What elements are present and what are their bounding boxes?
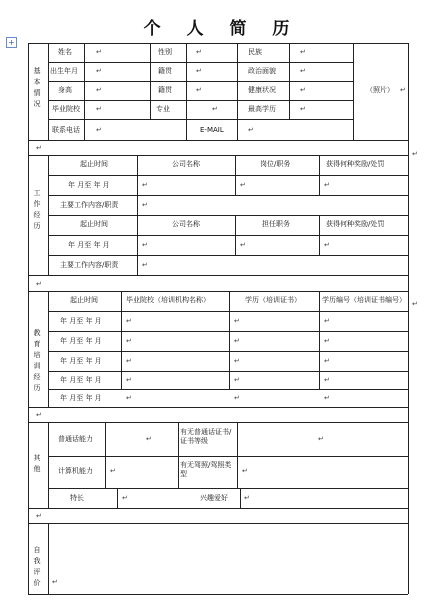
paragraph-mark: ↵: [196, 67, 202, 75]
edu-header-school: 毕业院校（培训机构名称）: [126, 296, 210, 304]
col-line: [319, 291, 320, 389]
paragraph-mark: ↵: [126, 357, 132, 365]
edu-date: 年 月至 年 月: [60, 317, 102, 325]
paragraph-mark: ↵: [324, 337, 330, 345]
work-header-position: 岗位/职务: [260, 160, 291, 168]
work-date: 年 月至 年 月: [68, 241, 110, 249]
paragraph-mark: ↵: [142, 181, 148, 189]
paragraph-mark: ↵: [324, 394, 330, 402]
paragraph-mark: ↵: [52, 578, 58, 586]
table-move-handle-icon[interactable]: +: [6, 37, 17, 48]
row-line: [48, 62, 353, 63]
section-self-label: 自我评价: [33, 546, 41, 587]
col-line: [84, 43, 85, 119]
row-line: [48, 119, 353, 120]
table-border-right: [408, 43, 409, 594]
paragraph-mark: ↵: [126, 394, 132, 402]
col-line: [48, 155, 49, 275]
table-border-bottom: [28, 594, 408, 595]
col-line: [117, 488, 118, 508]
label-major: 专业: [156, 105, 170, 113]
row-line: [48, 351, 408, 352]
label-phone: 联系电话: [52, 126, 80, 134]
row-line: [48, 456, 408, 457]
label-birth: 出生年月: [50, 67, 78, 75]
col-line: [105, 422, 106, 488]
label-origin: 籍贯: [158, 67, 172, 75]
label-mandarin-cert: 有无普通话证书/证书等级: [180, 428, 232, 445]
table-border-left: [28, 43, 29, 594]
section-other-label: 其他: [33, 454, 41, 473]
paragraph-mark: ↵: [96, 126, 102, 134]
paragraph-mark: ↵: [248, 126, 254, 134]
paragraph-mark: ↵: [324, 241, 330, 249]
paragraph-mark: ↵: [96, 67, 102, 75]
paragraph-mark: ↵: [318, 435, 324, 443]
edu-header-number: 学历编号（培训证书编号）: [322, 296, 406, 304]
paragraph-mark: ↵: [300, 48, 306, 56]
row-line: [28, 275, 408, 276]
col-line: [137, 215, 138, 255]
row-line: [28, 155, 408, 156]
edu-header-degree: 学历（培训证书）: [245, 296, 301, 304]
paragraph-mark: ↵: [142, 261, 148, 269]
paragraph-mark: ↵: [142, 241, 148, 249]
work-header-period: 起止时间: [80, 220, 108, 228]
work-header-period: 起止时间: [80, 160, 108, 168]
document-title: 个 人 简 历: [143, 19, 300, 39]
label-degree: 最高学历: [248, 105, 276, 113]
table-border-top: [28, 43, 408, 44]
paragraph-mark: ↵: [126, 376, 132, 384]
row-line: [28, 523, 408, 524]
edu-header-period: 起止时间: [70, 296, 98, 304]
paragraph-mark: ↵: [126, 337, 132, 345]
paragraph-mark: ↵: [234, 376, 240, 384]
paragraph-mark: ↵: [212, 105, 218, 113]
paragraph-mark: ↵: [244, 494, 250, 502]
col-line: [48, 523, 49, 594]
paragraph-mark: ↵: [324, 181, 330, 189]
col-line: [289, 43, 290, 119]
row-line: [48, 100, 353, 101]
paragraph-mark: ↵: [400, 86, 406, 94]
work-duty-label: 主要工作内容/职责: [60, 201, 119, 209]
row-line: [28, 422, 408, 423]
work-header-award: 获得何种奖励/处罚: [326, 160, 385, 168]
col-line: [137, 255, 138, 275]
label-politics: 政治面貌: [248, 67, 276, 75]
row-line: [28, 140, 408, 141]
paragraph-mark: ↵: [96, 105, 102, 113]
paragraph-mark: ↵: [36, 512, 42, 520]
paragraph-mark: ↵: [110, 467, 116, 475]
label-computer: 计算机能力: [58, 467, 93, 475]
col-line: [48, 422, 49, 508]
row-line: [28, 291, 408, 292]
work-header-company: 公司名称: [172, 220, 200, 228]
paragraph-mark: ↵: [96, 48, 102, 56]
paragraph-mark: ↵: [196, 86, 202, 94]
col-line: [237, 422, 238, 488]
paragraph-mark: ↵: [126, 317, 132, 325]
label-license: 有无驾照/驾照类型: [180, 461, 232, 478]
paragraph-mark: ↵: [300, 67, 306, 75]
section-edu-label: 教育培训经历: [33, 329, 41, 392]
label-school: 毕业院校: [52, 105, 80, 113]
col-line: [186, 119, 187, 140]
edu-date: 年 月至 年 月: [60, 337, 102, 345]
paragraph-mark: ↵: [242, 467, 248, 475]
paragraph-mark: ↵: [234, 317, 240, 325]
work-header-company: 公司名称: [172, 160, 200, 168]
row-line: [48, 175, 408, 176]
paragraph-mark: ↵: [234, 394, 240, 402]
paragraph-mark: ↵: [234, 337, 240, 345]
col-line: [178, 422, 179, 488]
label-specialty: 特长: [70, 494, 84, 502]
row-line: [48, 371, 408, 372]
col-line: [235, 155, 236, 195]
row-line: [28, 508, 408, 509]
label-name: 姓名: [58, 48, 72, 56]
col-line: [186, 43, 187, 119]
row-line: [48, 255, 408, 256]
col-line: [48, 43, 49, 140]
row-line: [48, 488, 408, 489]
label-native: 籍贯: [158, 86, 172, 94]
paragraph-mark: ↵: [300, 86, 306, 94]
paragraph-mark: ↵: [36, 280, 42, 288]
paragraph-mark: ↵: [142, 201, 148, 209]
label-health: 健康状况: [248, 86, 276, 94]
paragraph-mark: ↵: [412, 300, 418, 308]
col-line: [240, 488, 241, 508]
label-height: 身高: [58, 86, 72, 94]
row-line: [48, 311, 408, 312]
label-mandarin: 普通话能力: [58, 435, 93, 443]
paragraph-mark: ↵: [196, 48, 202, 56]
col-line: [150, 43, 151, 119]
paragraph-mark: ↵: [324, 317, 330, 325]
row-line: [48, 235, 408, 236]
col-line: [48, 291, 49, 407]
label-ethnicity: 民族: [248, 48, 262, 56]
row-line: [48, 331, 408, 332]
col-line: [137, 195, 138, 215]
paragraph-mark: ↵: [240, 241, 246, 249]
photo-placeholder: （照片）: [366, 86, 394, 94]
work-duty-label: 主要工作内容/职责: [60, 261, 119, 269]
col-line: [319, 215, 320, 255]
paragraph-mark: ↵: [146, 435, 152, 443]
row-line: [48, 389, 408, 390]
row-line: [48, 81, 353, 82]
label-gender: 性别: [158, 48, 172, 56]
label-hobby: 兴趣爱好: [200, 494, 228, 502]
col-line: [353, 43, 354, 140]
work-header-award: 获得何种奖励/处罚: [326, 220, 385, 228]
row-line: [48, 215, 408, 216]
section-basic-label: 基本情况: [33, 67, 41, 108]
label-email: E-MAIL: [200, 126, 224, 134]
work-header-role: 担任职务: [262, 220, 290, 228]
paragraph-mark: ↵: [96, 86, 102, 94]
paragraph-mark: ↵: [300, 105, 306, 113]
edu-date: 年 月至 年 月: [60, 357, 102, 365]
col-line: [235, 215, 236, 255]
col-line: [137, 155, 138, 195]
col-line: [84, 119, 85, 140]
work-date: 年 月至 年 月: [68, 181, 110, 189]
col-line: [237, 43, 238, 119]
paragraph-mark: ↵: [412, 150, 418, 158]
col-line: [229, 291, 230, 389]
paragraph-mark: ↵: [36, 411, 42, 419]
row-line: [28, 407, 408, 408]
paragraph-mark: ↵: [240, 181, 246, 189]
paragraph-mark: ↵: [122, 494, 128, 502]
paragraph-mark: ↵: [234, 357, 240, 365]
edu-date: 年 月至 年 月: [60, 394, 102, 402]
col-line: [121, 291, 122, 389]
section-work-label: 工作经历: [33, 189, 41, 230]
row-line: [48, 195, 408, 196]
edu-date: 年 月至 年 月: [60, 376, 102, 384]
col-line: [319, 155, 320, 195]
paragraph-mark: ↵: [324, 357, 330, 365]
paragraph-mark: ↵: [324, 376, 330, 384]
paragraph-mark: ↵: [36, 144, 42, 152]
col-line: [237, 119, 238, 140]
